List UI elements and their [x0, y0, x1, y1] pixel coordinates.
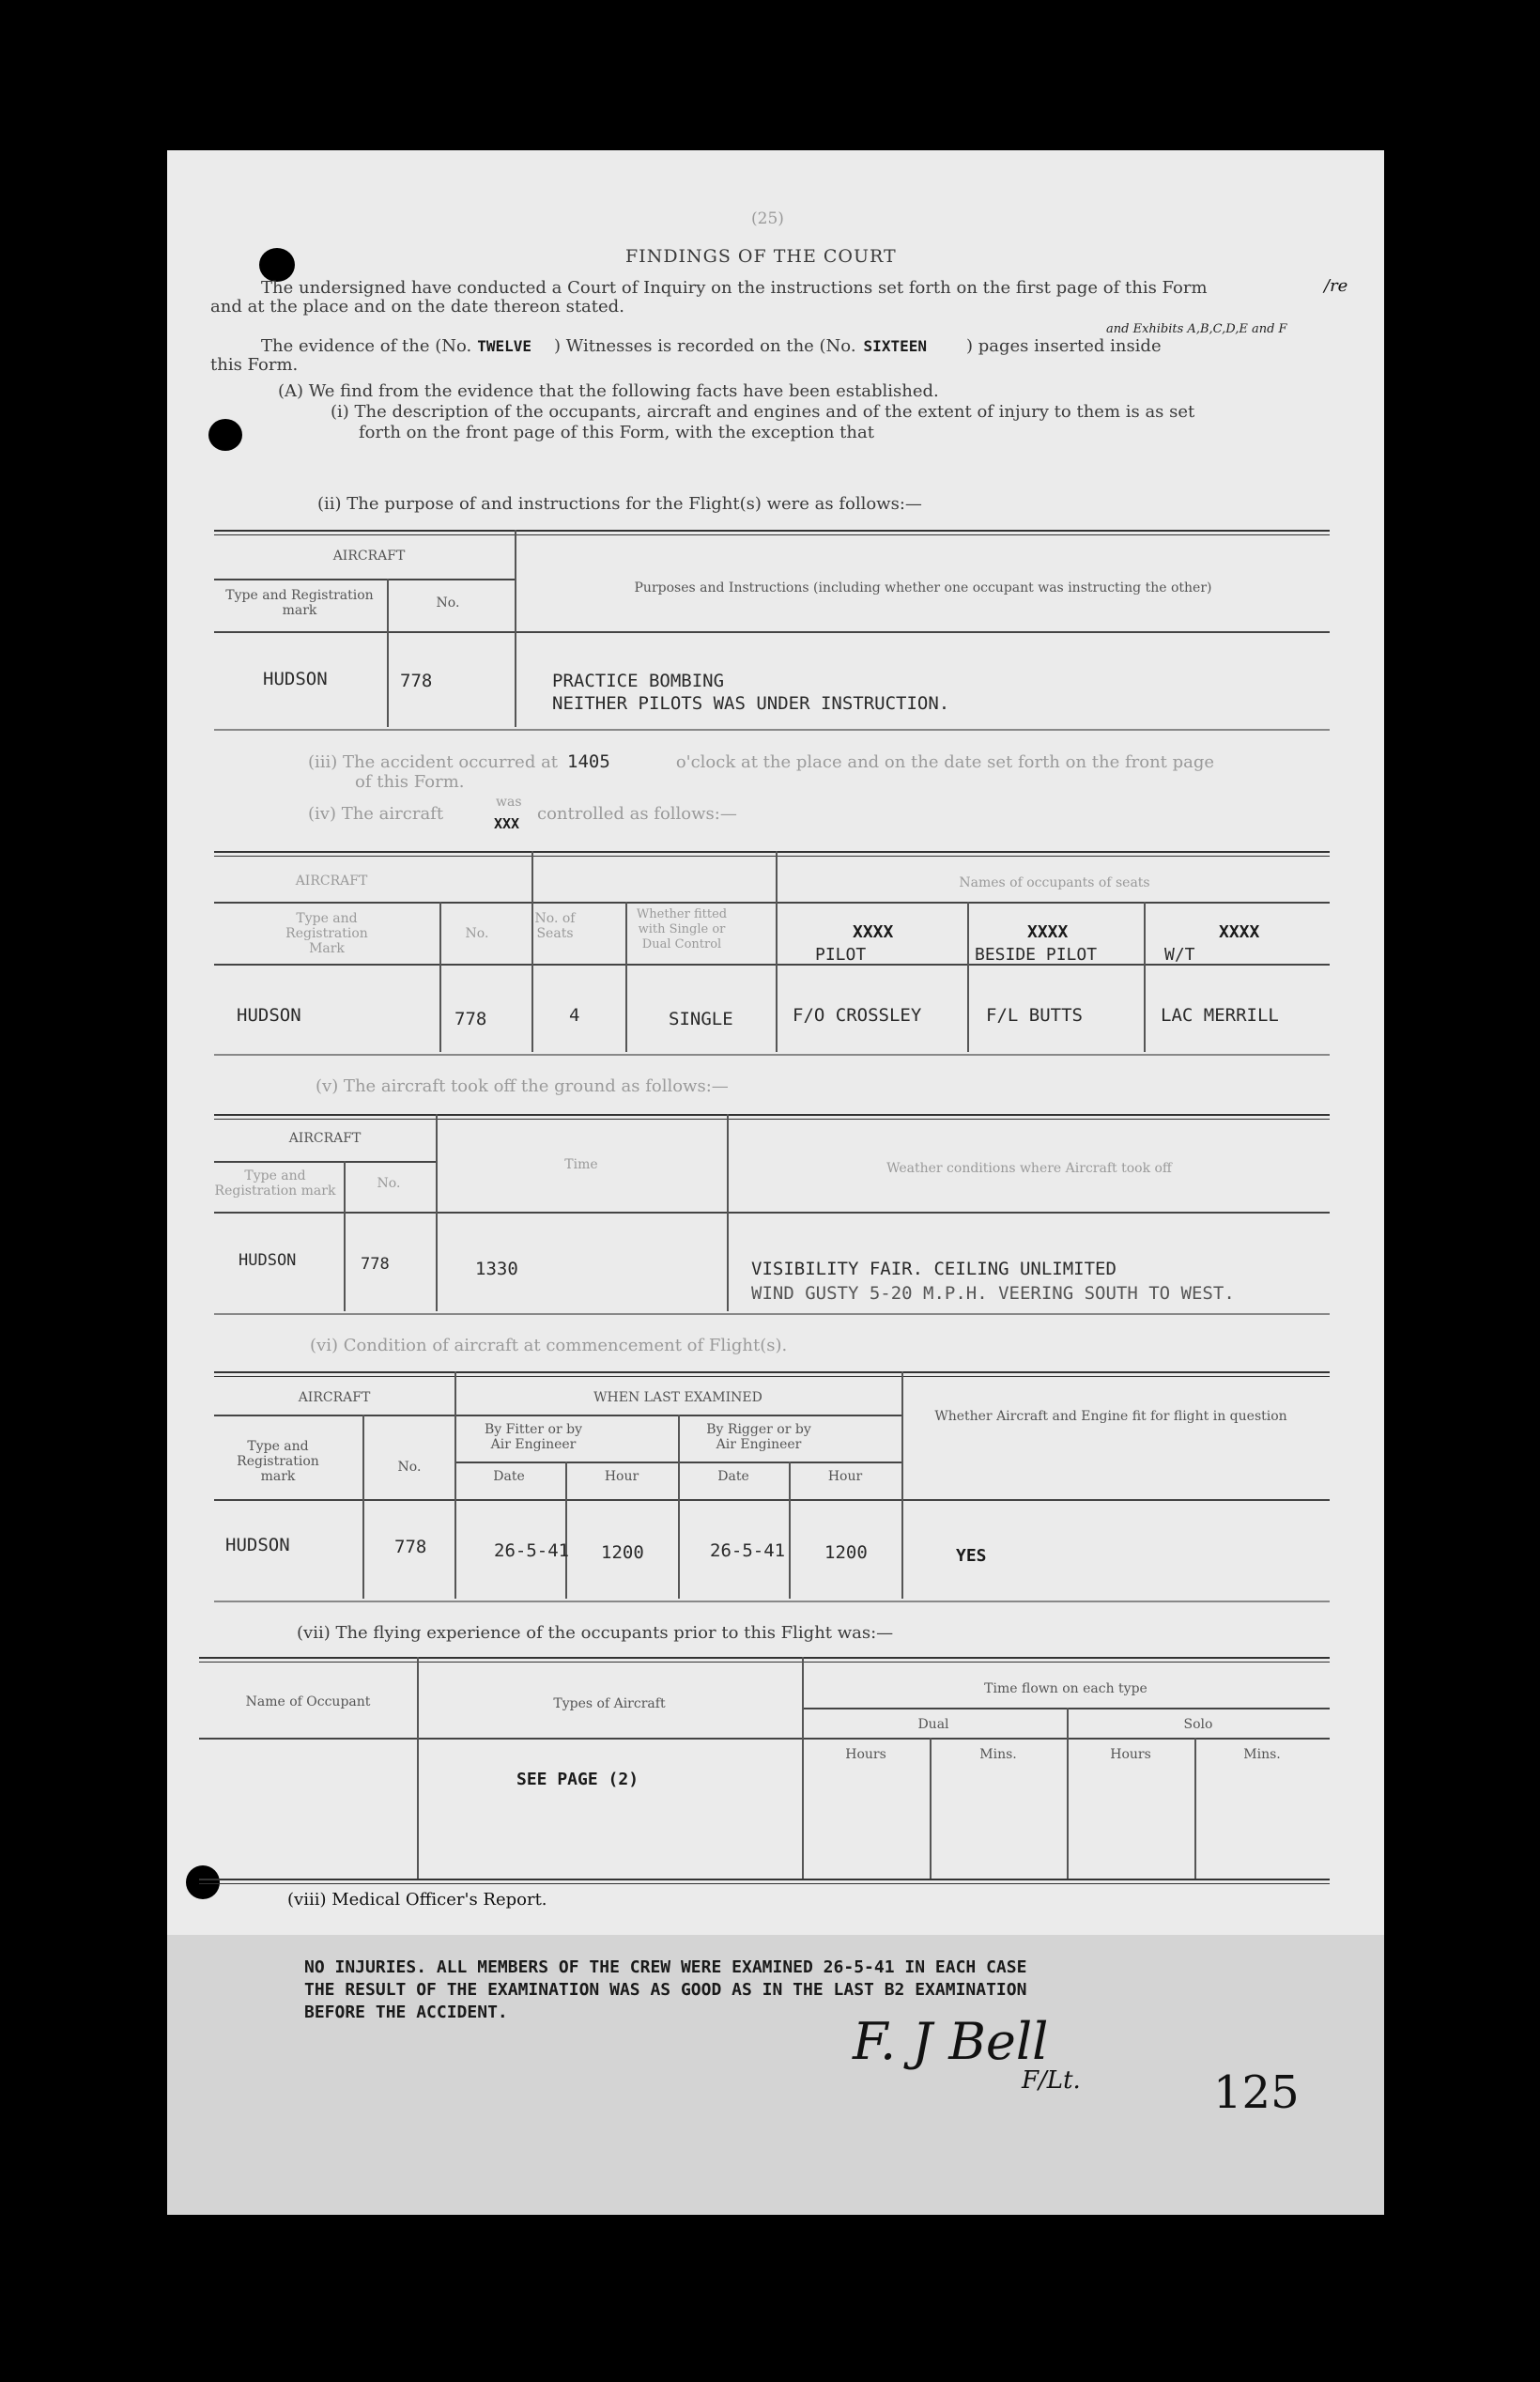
signature-rank: F/Lt. — [1022, 2066, 1081, 2095]
handwritten-re: /re — [1324, 276, 1348, 296]
evidence-text-c: ) pages inserted inside — [965, 336, 1162, 356]
table-vi-no: 778 — [394, 1537, 427, 1557]
table-v-weather-header: Weather conditions where Aircraft took off — [886, 1161, 1172, 1176]
table-vi-fitter-date-val: 26-5-41 — [494, 1540, 570, 1561]
table-vii-dual-mins: Mins. — [979, 1747, 1017, 1762]
iv-text-a: (iv) The aircraft — [308, 804, 444, 824]
table-iv-names-header: Names of occupants of seats — [959, 875, 1150, 890]
seat-struck-3: XXXX — [1219, 922, 1260, 942]
table-v-weather-1: VISIBILITY FAIR. CEILING UNLIMITED — [751, 1259, 1116, 1279]
seat-label-2: BESIDE PILOT — [975, 945, 1098, 965]
seat-struck-1: XXXX — [853, 922, 894, 942]
table-vi-aircraft-header: AIRCRAFT — [298, 1390, 371, 1405]
punch-hole — [208, 419, 242, 451]
table-vi-fit-val: YES — [956, 1546, 987, 1566]
table-iv-aircraft-header: AIRCRAFT — [295, 874, 368, 889]
medical-line-3: BEFORE THE ACCIDENT. — [304, 2003, 508, 2022]
table-ii-purpose-1: PRACTICE BOMBING — [552, 671, 725, 691]
punch-hole — [259, 248, 295, 282]
page-stamp: 125 — [1213, 2066, 1300, 2119]
table-iv-seats: 4 — [569, 1005, 580, 1026]
table-rule — [214, 530, 1330, 535]
page-title: FINDINGS OF THE COURT — [625, 246, 897, 267]
evidence-text-b: ) Witnesses is recorded on the (No. — [554, 336, 856, 356]
handwritten-exhibits: and Exhibits A,B,C,D,E and F — [1106, 322, 1287, 336]
table-vi-rigger-hour-val: 1200 — [824, 1542, 868, 1563]
table-iv-occupant-2: F/L BUTTS — [986, 1005, 1083, 1026]
table-ii-type-header: Type and Registration mark — [225, 588, 374, 618]
table-vi-fit-header: Whether Aircraft and Engine fit for flight in question — [934, 1409, 1287, 1424]
iv-line — [308, 804, 443, 825]
table-rule — [214, 851, 1330, 857]
evidence-line-2: this Form. — [210, 355, 299, 375]
table-vi-rigger-date-val: 26-5-41 — [710, 1540, 786, 1561]
seat-label-3: W/T — [1164, 945, 1195, 965]
table-vi-type-header: Type and Registration mark — [237, 1439, 319, 1484]
pages-count: SIXTEEN — [863, 337, 927, 355]
table-ii-aircraft-header: AIRCRAFT — [332, 549, 406, 564]
table-rule — [199, 1657, 1330, 1663]
table-v-type-header: Type and Registration mark — [214, 1168, 336, 1199]
form-page — [167, 150, 1384, 2215]
section-a-i-1: (i) The description of the occupants, aircraft and engines and of the extent of injury to them is as set — [331, 402, 1195, 422]
table-v-aircraft-header: AIRCRAFT — [288, 1131, 362, 1146]
table-v-time-header: Time — [564, 1157, 598, 1172]
table-vii-solo-hours: Hours — [1110, 1747, 1151, 1762]
table-iv-seats-header: No. of Seats — [534, 911, 576, 941]
table-v-no-header: No. — [377, 1176, 401, 1191]
evidence-text-a: The evidence of the (No. — [261, 336, 472, 356]
medical-line-1: NO INJURIES. ALL MEMBERS OF THE CREW WERE EXAMINED 26-5-41 IN EACH CASE — [304, 1957, 1027, 1977]
medical-line-2: THE RESULT OF THE EXAMINATION WAS AS GOOD AS IN THE LAST B2 EXAMINATION — [304, 1980, 1027, 2000]
table-vii-solo-mins: Mins. — [1243, 1747, 1281, 1762]
iii-text-a: (iii) The accident occurred at — [308, 752, 559, 772]
vi-line: (vi) Condition of aircraft at commencement of Flight(s). — [310, 1336, 788, 1355]
table-ii-purpose-header: Purposes and Instructions (including whether one occupant was instructing the other) — [634, 580, 1212, 596]
table-rule — [214, 1371, 1330, 1377]
table-iv-no: 778 — [454, 1009, 487, 1029]
iv-was: was — [496, 795, 522, 810]
table-vi-type: HUDSON — [225, 1535, 290, 1555]
table-ii-no-header: No. — [436, 596, 460, 611]
seat-struck-2: XXXX — [1027, 922, 1069, 942]
witness-count: TWELVE — [477, 337, 532, 355]
table-iv-type: HUDSON — [237, 1005, 301, 1026]
table-vi-rigger-hour: Hour — [827, 1469, 863, 1484]
table-v-weather-2: WIND GUSTY 5-20 M.P.H. VEERING SOUTH TO WEST. — [751, 1283, 1235, 1304]
table-rule — [214, 1114, 1330, 1120]
table-v-time: 1330 — [475, 1259, 518, 1279]
page-number: (25) — [751, 209, 784, 228]
table-vi-no-header: No. — [397, 1460, 422, 1475]
table-vii-entry: SEE PAGE (2) — [516, 1770, 639, 1789]
table-vi-when-header: WHEN LAST EXAMINED — [593, 1390, 762, 1405]
intro-line-1: The undersigned have conducted a Court of Inquiry on the instructions set forth on the first page of this Form — [261, 278, 1208, 298]
table-iv-control: SINGLE — [669, 1009, 733, 1029]
table-v-type: HUDSON — [239, 1251, 297, 1270]
table-v-no: 778 — [361, 1255, 390, 1274]
table-iv-control-header: Whether fitted with Single or Dual Control — [636, 907, 728, 951]
table-vii-time-header: Time flown on each type — [984, 1681, 1147, 1696]
table-vii-types-header: Types of Aircraft — [553, 1696, 666, 1711]
table-iv-no-header: No. — [465, 926, 489, 941]
table-iv-occupant-1: F/O CROSSLEY — [793, 1005, 922, 1026]
evidence-line — [261, 336, 1162, 357]
table-vi-rigger-header: By Rigger or by Air Engineer — [706, 1422, 811, 1452]
section-a-i-2: forth on the front page of this Form, with the exception that — [359, 423, 874, 442]
accident-time: 1405 — [567, 751, 610, 772]
table-vii-name-header: Name of Occupant — [245, 1694, 371, 1709]
iii-line-2: of this Form. — [355, 772, 465, 792]
table-ii-type: HUDSON — [263, 669, 328, 689]
section-a-heading: (A) We find from the evidence that the following facts have been established. — [278, 381, 939, 401]
section-a-ii: (ii) The purpose of and instructions for the Flight(s) were as follows:— — [317, 494, 922, 514]
vii-line: (vii) The flying experience of the occupants prior to this Flight was:— — [297, 1623, 894, 1643]
table-vi-fitter-date: Date — [493, 1469, 525, 1484]
table-vi-rigger-date: Date — [717, 1469, 749, 1484]
v-line: (v) The aircraft took off the ground as follows:— — [316, 1076, 729, 1096]
table-iv-occupant-3: LAC MERRILL — [1161, 1005, 1279, 1026]
table-vi-fitter-header: By Fitter or by Air Engineer — [485, 1422, 582, 1452]
viii-heading: (viii) Medical Officer's Report. — [287, 1890, 547, 1910]
iv-were-struck: XXX — [494, 815, 520, 832]
table-vii-dual-header: Dual — [917, 1717, 949, 1732]
iii-line — [308, 751, 1214, 773]
signature: F. J Bell — [853, 2012, 1049, 2071]
table-vi-fitter-hour-val: 1200 — [601, 1542, 644, 1563]
table-iv-type-header: Type and Registration Mark — [285, 911, 368, 956]
iv-text-b: controlled as follows:— — [537, 804, 737, 824]
table-ii-no: 778 — [400, 671, 433, 691]
iii-text-b: o'clock at the place and on the date set forth on the front page — [675, 752, 1215, 772]
table-vii-solo-header: Solo — [1183, 1717, 1213, 1732]
intro-line-2: and at the place and on the date thereon stated. — [210, 297, 624, 317]
table-vi-fitter-hour: Hour — [604, 1469, 639, 1484]
table-vii-dual-hours: Hours — [845, 1747, 886, 1762]
seat-label-1: PILOT — [815, 945, 867, 965]
table-ii-purpose-2: NEITHER PILOTS WAS UNDER INSTRUCTION. — [552, 693, 950, 714]
